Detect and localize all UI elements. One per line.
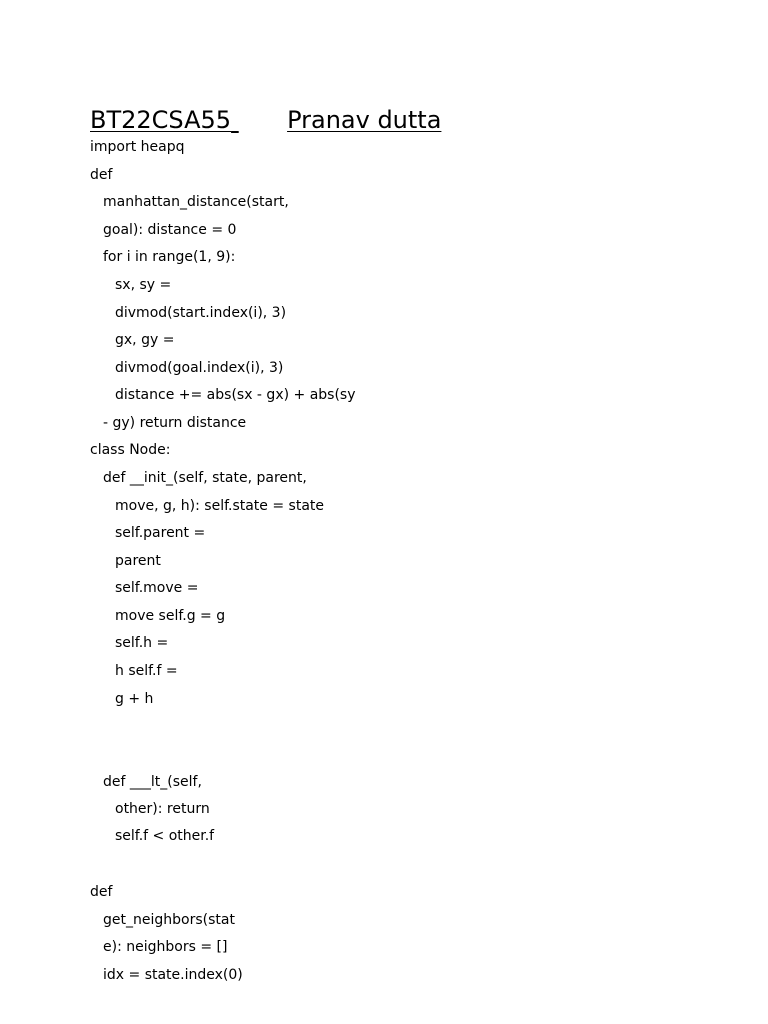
code-line: self.h = [115,635,169,651]
code-line: self.f < other.f [115,828,215,844]
code-line: self.parent = [115,525,206,541]
code-line: divmod(start.index(i), 3) [115,305,287,321]
student-id: BT22CSA55 [90,106,232,134]
code-line: - gy) return distance [103,415,247,431]
code-line: get_neighbors(stat [103,912,235,928]
code-line: parent [115,553,161,569]
code-line: move, g, h): self.state = state [115,498,325,514]
code-line: goal): distance = 0 [103,222,237,238]
code-line: for i in range(1, 9): [103,249,236,265]
code-line: import heapq [90,139,185,155]
document-header [90,105,441,135]
header-spacer [231,105,287,135]
code-line: def __init_(self, state, parent, [103,470,307,486]
code-line: idx = state.index(0) [103,967,243,983]
code-line: sx, sy = [115,277,172,293]
code-line: def ___lt_(self, [103,774,202,790]
code-line: move self.g = g [115,608,226,624]
code-line: divmod(goal.index(i), 3) [115,360,284,376]
code-line: g + h [115,691,154,707]
code-line: h self.f = [115,663,178,679]
code-line: class Node: [90,442,171,458]
code-line: other): return [115,801,210,817]
code-line: def [90,167,113,183]
code-line: def [90,884,113,900]
code-line: self.move = [115,580,199,596]
student-name: Pranav dutta [287,106,442,134]
code-line: manhattan_distance(start, [103,194,289,210]
code-line: gx, gy = [115,332,175,348]
code-line: e): neighbors = [] [103,939,228,955]
code-line: distance += abs(sx - gx) + abs(sy [115,387,356,403]
